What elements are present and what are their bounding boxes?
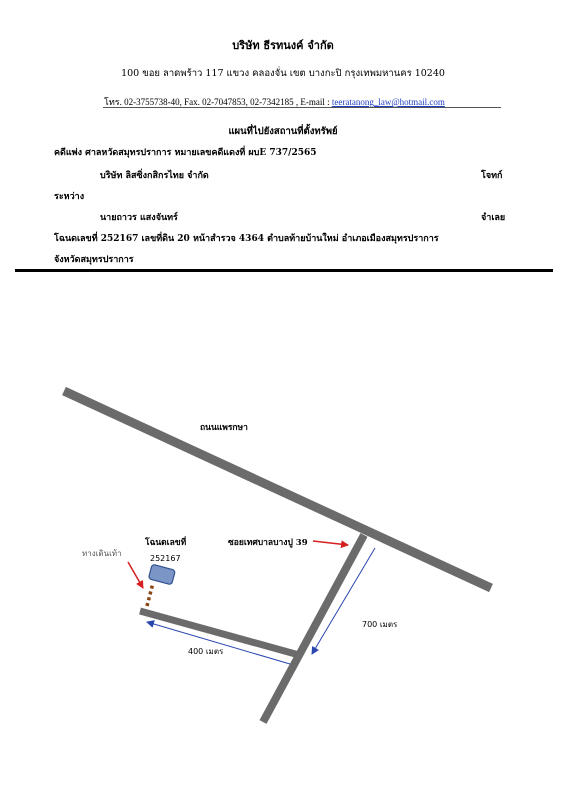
document-title: แผนที่ไปยังสถานที่ตั้งทรัพย์ <box>228 126 338 137</box>
contact-phone-fax: โทร. 02-3755738-40, Fax. 02-7047853, 02-7342185 , E-mail : <box>104 97 332 107</box>
walkway-label: ทางเดินเท้า <box>82 549 122 558</box>
distance-400-label: 400 เมตร <box>188 647 224 656</box>
distance-700-arrow <box>312 548 375 654</box>
soi-road <box>263 535 364 722</box>
case-line: คดีแพ่ง ศาลหวัดสมุทรปราการ หมายเลขคดีแดงที่ ผบE 737/2565 <box>54 148 317 158</box>
land-parcel <box>148 564 175 585</box>
distance-700-label: 700 เมตร <box>362 620 398 629</box>
deed-line-1: โฉนดเลขที่ 252167 เลขที่ดิน 20 หน้าสำรวจ 4364 ตำบลท้ายบ้านใหม่ อำเภอเมืองสมุทรปราการ <box>54 234 439 244</box>
soi-label: ซอยเทศบาลบางปู 39 <box>228 538 308 548</box>
defendant-role: จำเลย <box>481 213 506 223</box>
defendant-name: นายถาวร แสงจันทร์ <box>100 213 178 223</box>
plaintiff-name: บริษัท ลิสซิ่งกสิกรไทย จำกัด <box>100 171 209 181</box>
between-label: ระหว่าง <box>54 192 85 202</box>
email-link[interactable]: teeratanong_law@hotmail.com <box>331 97 445 107</box>
plaintiff-role: โจทก์ <box>481 171 503 181</box>
deed-label: โฉนดเลขที่ <box>145 538 187 548</box>
walkway-pointer-arrow <box>128 562 143 588</box>
company-address: 100 ขอย ลาดพร้าว 117 แขวง คลองจั่น เขต บางกะปิ กรุงเทพมหานคร 10240 <box>121 68 445 79</box>
soi-pointer-arrow <box>313 541 348 545</box>
main-road <box>64 391 491 588</box>
walkway-path <box>147 583 153 606</box>
company-name: บริษัท ธีรทนงค์ จำกัด <box>232 39 334 52</box>
deed-line-2: จังหวัดสมุทรปราการ <box>54 255 134 265</box>
main-road-label: ถนนแพรกษา <box>200 423 248 433</box>
deed-number: 252167 <box>150 554 181 563</box>
